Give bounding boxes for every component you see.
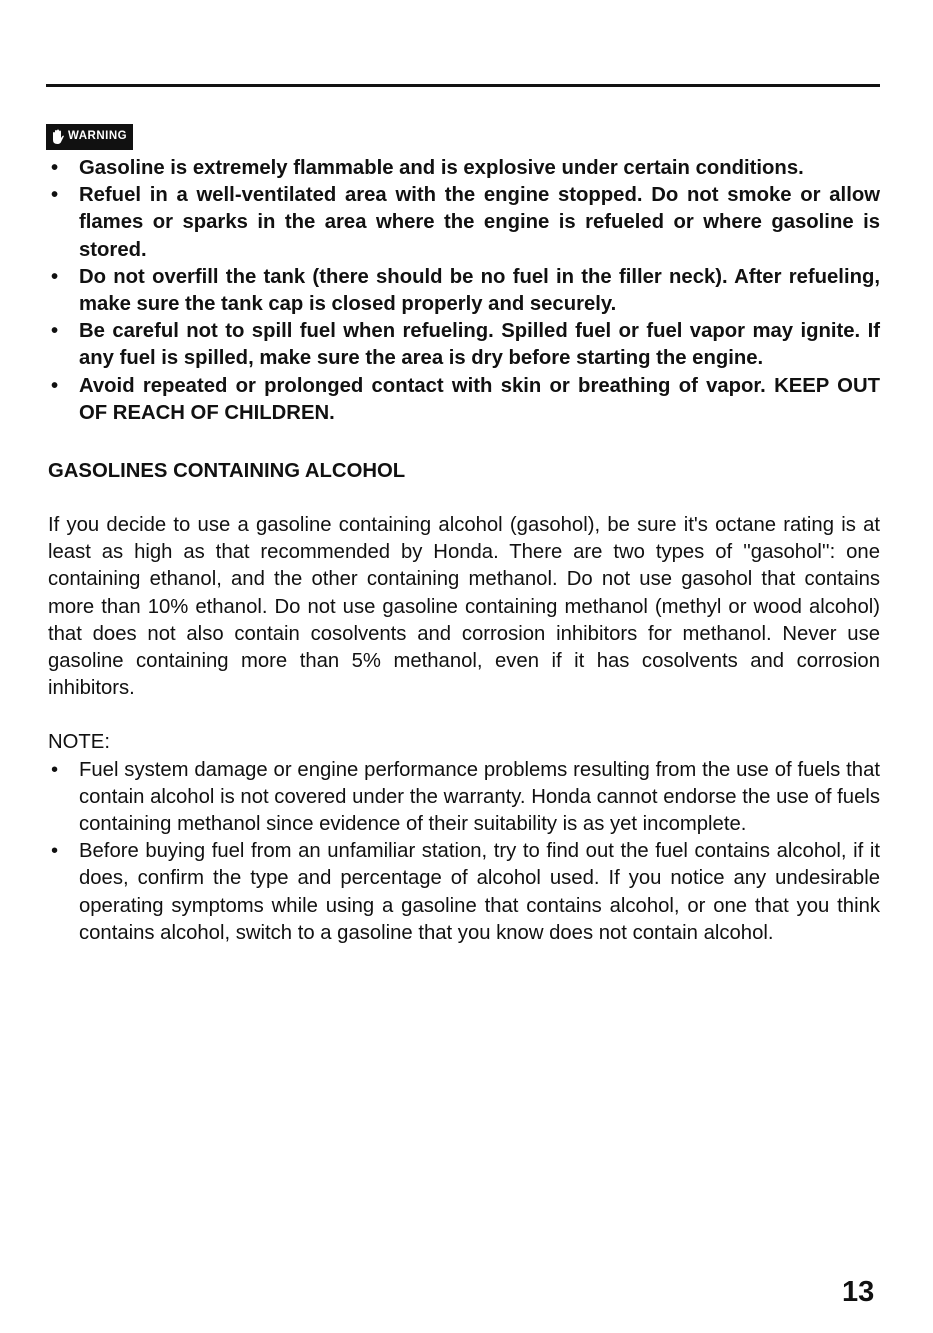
top-rule <box>46 84 880 87</box>
note-item: • Fuel system damage or engine performance problems resulting from the use of fuels that contain alcohol is not covered under the warranty. Honda cannot endorse the use of fuels containing methanol since evidence of their suitability is as yet incomplete. <box>48 757 880 839</box>
warning-badge <box>46 124 133 150</box>
warning-item: • Gasoline is extremely flammable and is explosive under certain conditions. <box>48 155 880 182</box>
note-item: • Before buying fuel from an unfamiliar station, try to find out the fuel contains alcohol, if it does, confirm the type and percentage of alcohol used. If you notice any undesirable operating symptoms while using a gasoline that contains alcohol, or one that you think contains alcohol, switch to a gasoline that you know does not contain alcohol. <box>48 838 880 947</box>
note-list <box>48 757 880 947</box>
warning-list <box>48 155 880 427</box>
warning-item: • Be careful not to spill fuel when refueling. Spilled fuel or fuel vapor may ignite. If any fuel is spilled, make sure the area is dry before starting the engine. <box>48 318 880 372</box>
warning-item: • Refuel in a well-ventilated area with the engine stopped. Do not smoke or allow flames or sparks in the area where the engine is refueled or where gasoline is stored. <box>48 182 880 264</box>
alcohol-paragraph: If you decide to use a gasoline containing alcohol (gasohol), be sure it's octane rating is at least as high as that recommended by Honda. There are two types of ''gasohol'': one containing ethanol, and the other containing methanol. Do not use gasohol that contains more than 10% ethanol. Do not use gasoline containing methanol (methyl or wood alcohol) that does not also contain cosolvents and corrosion inhibitors for methanol. Never use gasoline containing more than 5% methanol, even if it has cosolvents and corrosion inhibitors. <box>48 514 880 700</box>
warning-item: • Avoid repeated or prolonged contact with skin or breathing of vapor. KEEP OUT OF REACH OF CHILDREN. <box>48 373 880 427</box>
page-content <box>48 155 880 947</box>
note-title: NOTE: <box>48 731 110 754</box>
hand-warning-icon <box>50 129 66 145</box>
warning-item: • Do not overfill the tank (there should be no fuel in the filler neck). After refueling, make sure the tank cap is closed properly and securely. <box>48 264 880 318</box>
warning-label: WARNING <box>68 130 128 143</box>
page-number: 13 <box>842 1276 875 1308</box>
section-heading: GASOLINES CONTAINING ALCOHOL <box>48 460 406 483</box>
